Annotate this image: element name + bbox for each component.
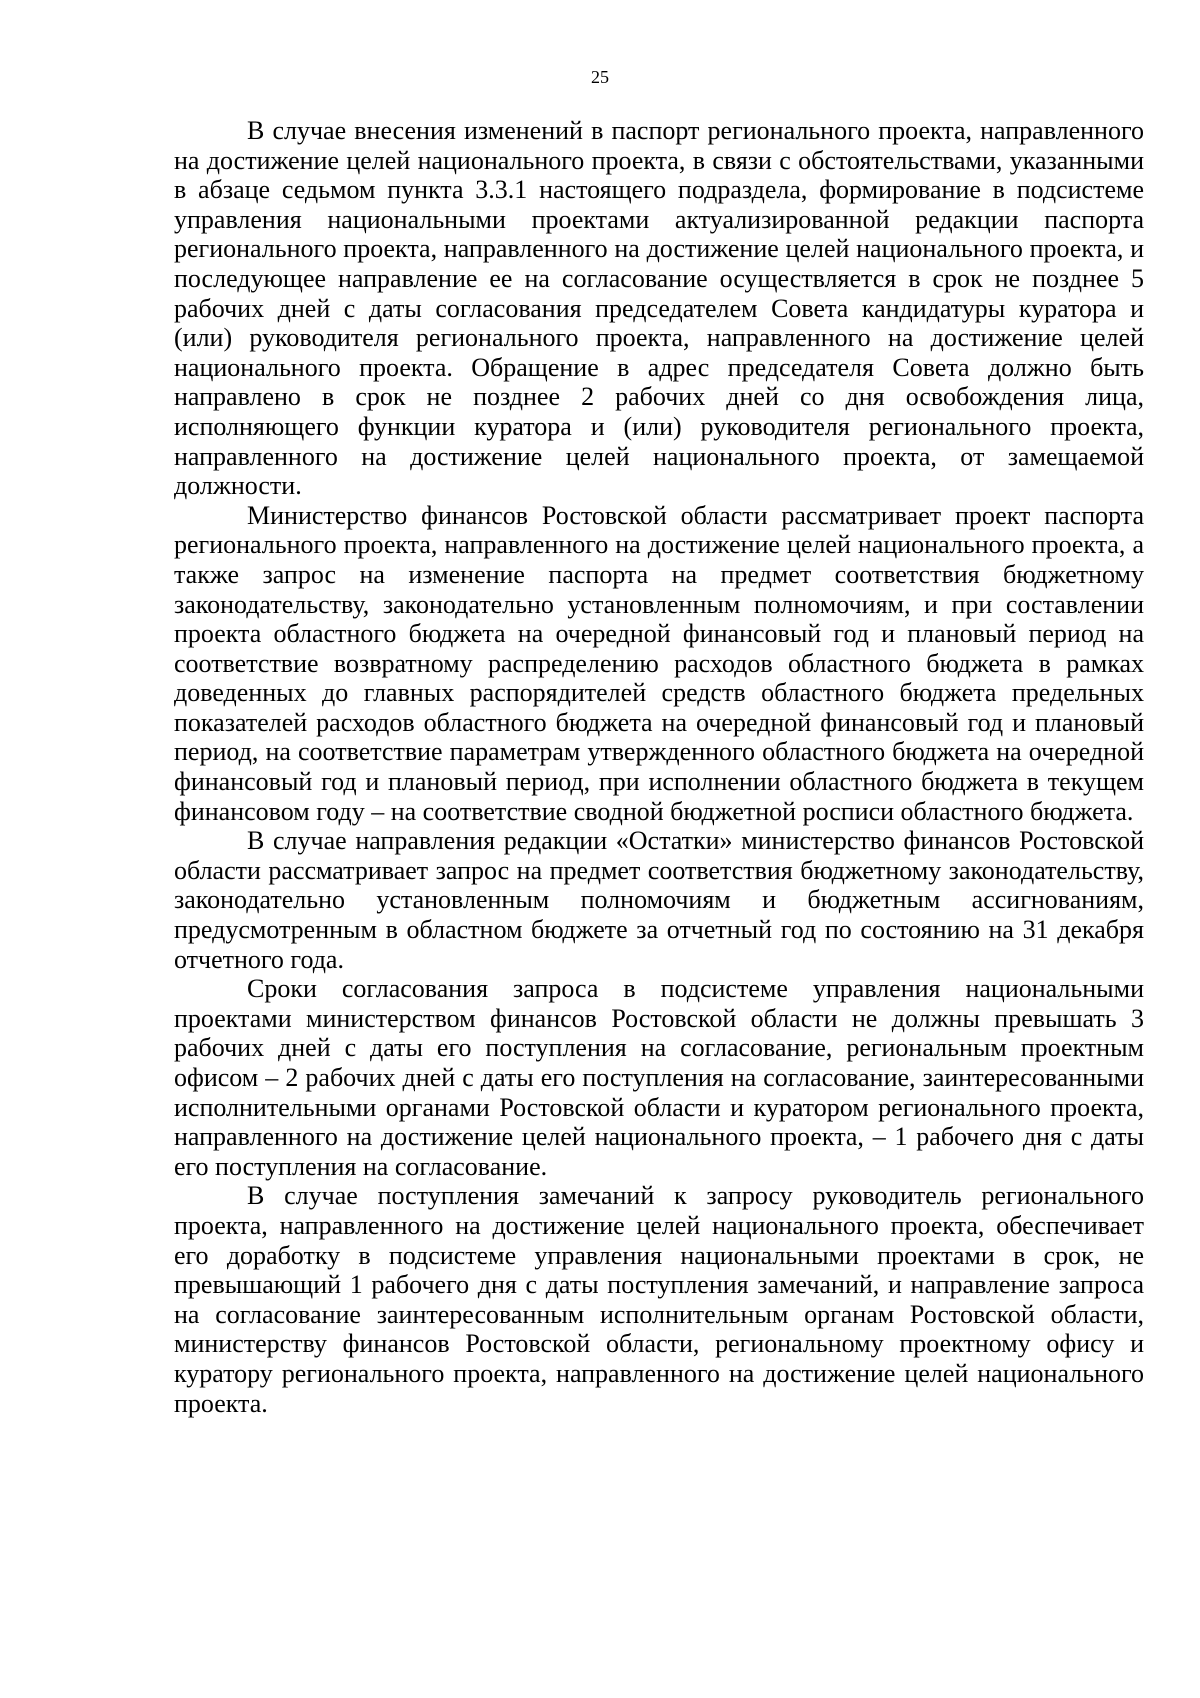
paragraph: Сроки согласования запроса в подсистеме управления национальными проектами министерством финансов Ростовской области не должны превышать 3 рабочих дней с даты его поступления на согласование, региональным проектным офисом – 2 рабочих дней с даты его поступления на согласование, заинтересованными исполнительными органами Ростовской области и куратором регионального проекта, направленного на достижение целей национального проекта, – 1 рабочего дня с даты его поступления на согласование.: [174, 974, 1144, 1181]
paragraph: В случае внесения изменений в паспорт регионального проекта, направленного на достижение целей национального проекта, в связи с обстоятельствами, указанными в абзаце седьмом пункта 3.3.1 настоящего подраздела, формирование в подсистеме управления национальными проектами актуализированной редакции паспорта регионального проекта, направленного на достижение целей национального проекта, и последующее направление ее на согласование осуществляется в срок не позднее 5 рабочих дней с даты согласования председателем Совета кандидатуры куратора и (или) руководителя регионального проекта, направленного на достижение целей национального проекта. Обращение в адрес председателя Совета должно быть направлено в срок не позднее 2 рабочих дней со дня освобождения лица, исполняющего функции куратора и (или) руководителя регионального проекта, направленного на достижение целей национального проекта, от замещаемой должности.: [174, 116, 1144, 501]
document-body: [174, 116, 1144, 1418]
page-number: 25: [591, 67, 609, 87]
paragraph: В случае направления редакции «Остатки» министерство финансов Ростовской области рассматривает запрос на предмет соответствия бюджетному законодательству, законодательно установленным полномочиям и бюджетным ассигнованиям, предусмотренным в областном бюджете за отчетный год по состоянию на 31 декабря отчетного года.: [174, 826, 1144, 974]
paragraph: Министерство финансов Ростовской области рассматривает проект паспорта регионального проекта, направленного на достижение целей национального проекта, а также запрос на изменение паспорта на предмет соответствия бюджетному законодательству, законодательно установленным полномочиям, и при составлении проекта областного бюджета на очередной финансовый год и плановый период на соответствие возвратному распределению расходов областного бюджета в рамках доведенных до главных распорядителей средств областного бюджета предельных показателей расходов областного бюджета на очередной финансовый год и плановый период, на соответствие параметрам утвержденного областного бюджета на очередной финансовый год и плановый период, при исполнении областного бюджета в текущем финансовом году – на соответствие сводной бюджетной росписи областного бюджета.: [174, 500, 1144, 826]
paragraph: В случае поступления замечаний к запросу руководитель регионального проекта, направленного на достижение целей национального проекта, обеспечивает его доработку в подсистеме управления национальными проектами в срок, не превышающий 1 рабочего дня с даты поступления замечаний, и направление запроса на согласование заинтересованным исполнительным органам Ростовской области, министерству финансов Ростовской области, региональному проектному офису и куратору регионального проекта, направленного на достижение целей национального проекта.: [174, 1181, 1144, 1418]
